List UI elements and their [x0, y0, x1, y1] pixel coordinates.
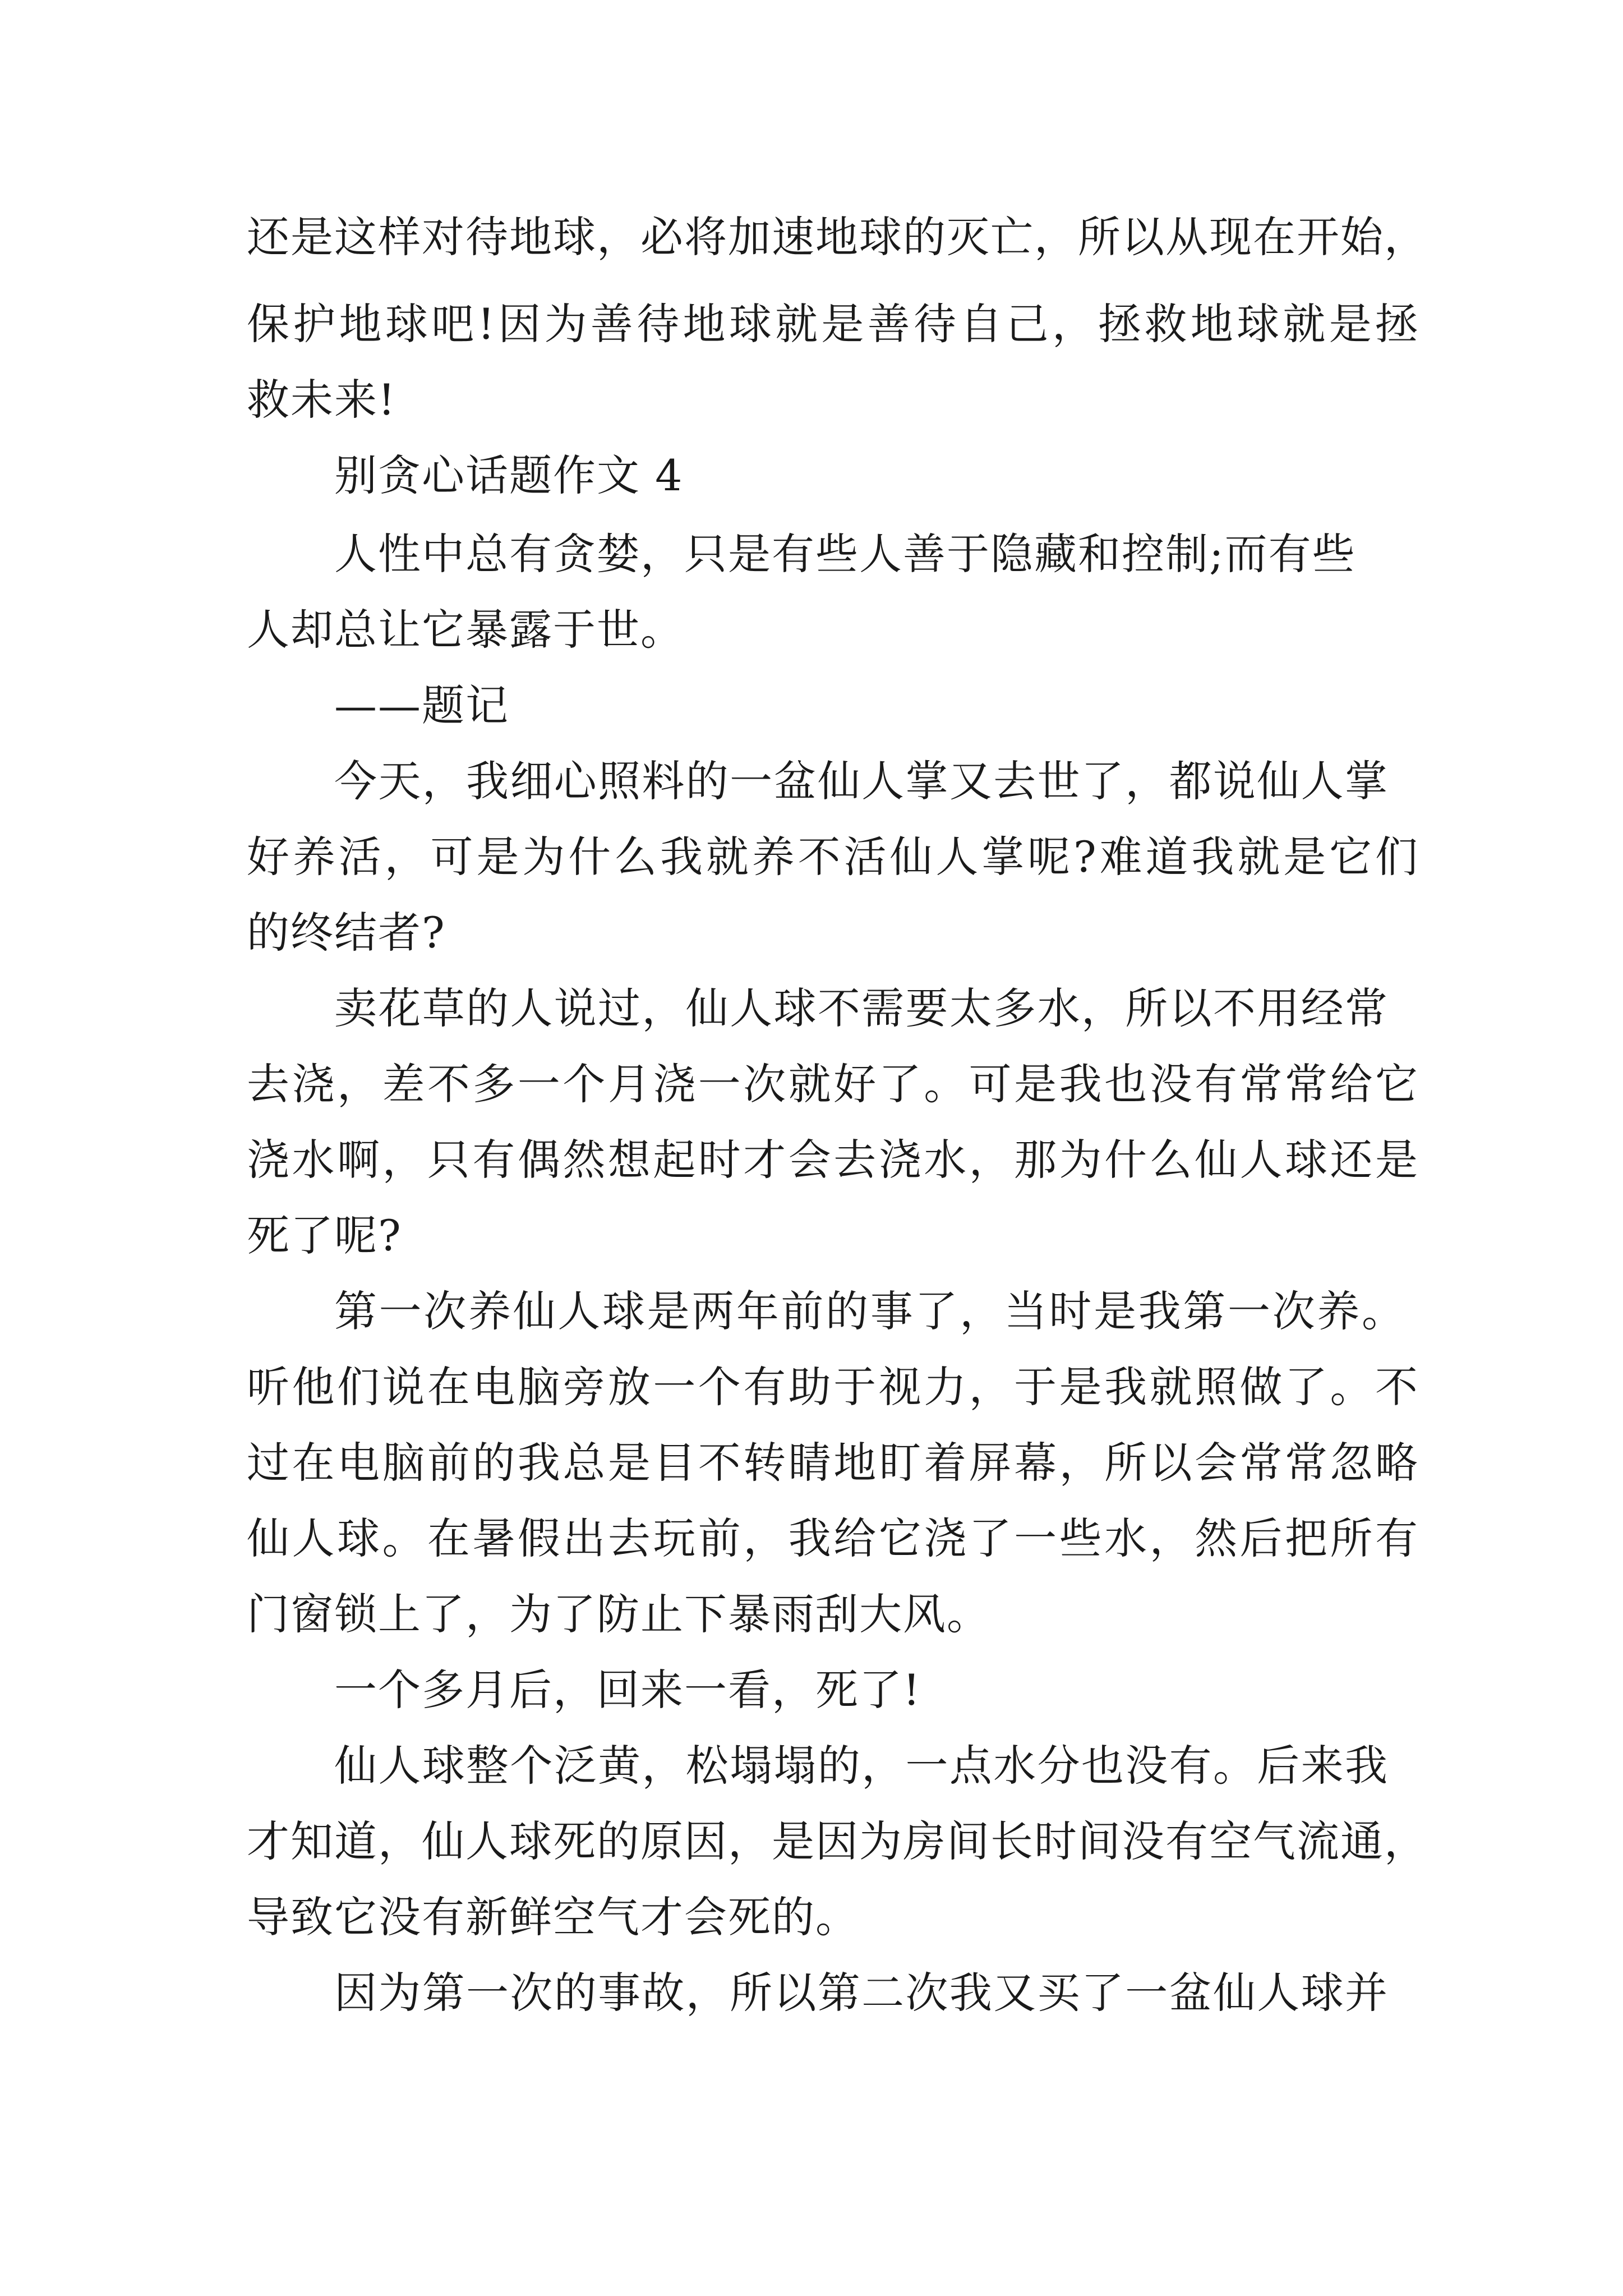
text-line: 过在电脑前的我总是目不转睛地盯着屏幕，所以会常常忽略 — [247, 1438, 1419, 1488]
text-line: 去浇，差不多一个月浇一次就好了。可是我也没有常常给它 — [247, 1059, 1419, 1109]
text-line: 人性中总有贪婪，只是有些人善于隐藏和控制;而有些 — [334, 529, 1356, 579]
text-line: 因为第一次的事故，所以第二次我又买了一盆仙人球并 — [334, 1968, 1389, 2018]
text-line: 人却总让它暴露于世。 — [247, 605, 684, 655]
text-line: 的终结者? — [247, 908, 446, 958]
text-line: 今天，我细心照料的一盆仙人掌又去世了，都说仙人掌 — [334, 756, 1389, 806]
text-line: 门窗锁上了，为了防止下暴雨刮大风。 — [247, 1589, 990, 1639]
text-line: 浇水啊，只有偶然想起时才会去浇水，那为什么仙人球还是 — [247, 1135, 1419, 1185]
text-line: 好养活，可是为什么我就养不活仙人掌呢?难道我就是它们 — [247, 832, 1419, 882]
text-line: 听他们说在电脑旁放一个有助于视力，于是我就照做了。不 — [247, 1362, 1419, 1412]
text-line: 仙人球整个泛黄，松塌塌的，一点水分也没有。后来我 — [334, 1741, 1389, 1791]
text-line: 第一次养仙人球是两年前的事了，当时是我第一次养。 — [334, 1286, 1405, 1336]
text-line: 一个多月后，回来一看，死了! — [334, 1665, 921, 1715]
text-line: 导致它没有新鲜空气才会死的。 — [247, 1892, 859, 1942]
text-line: 仙人球。在暑假出去玩前，我给它浇了一些水，然后把所有 — [247, 1513, 1419, 1563]
text-line: 卖花草的人说过，仙人球不需要太多水，所以不用经常 — [334, 983, 1389, 1033]
text-line: 还是这样对待地球，必将加速地球的灭亡，所以从现在开始， — [247, 212, 1428, 262]
epigraph-attribution: ——题记 — [334, 680, 509, 730]
text-line: 死了呢? — [247, 1211, 402, 1260]
section-heading: 别贪心话题作文 4 — [334, 450, 684, 500]
text-line: 才知道，仙人球死的原因，是因为房间长时间没有空气流通， — [247, 1816, 1428, 1866]
text-line: 救未来! — [247, 375, 396, 425]
text-line: 保护地球吧!因为善待地球就是善待自己，拯救地球就是拯 — [247, 299, 1419, 349]
